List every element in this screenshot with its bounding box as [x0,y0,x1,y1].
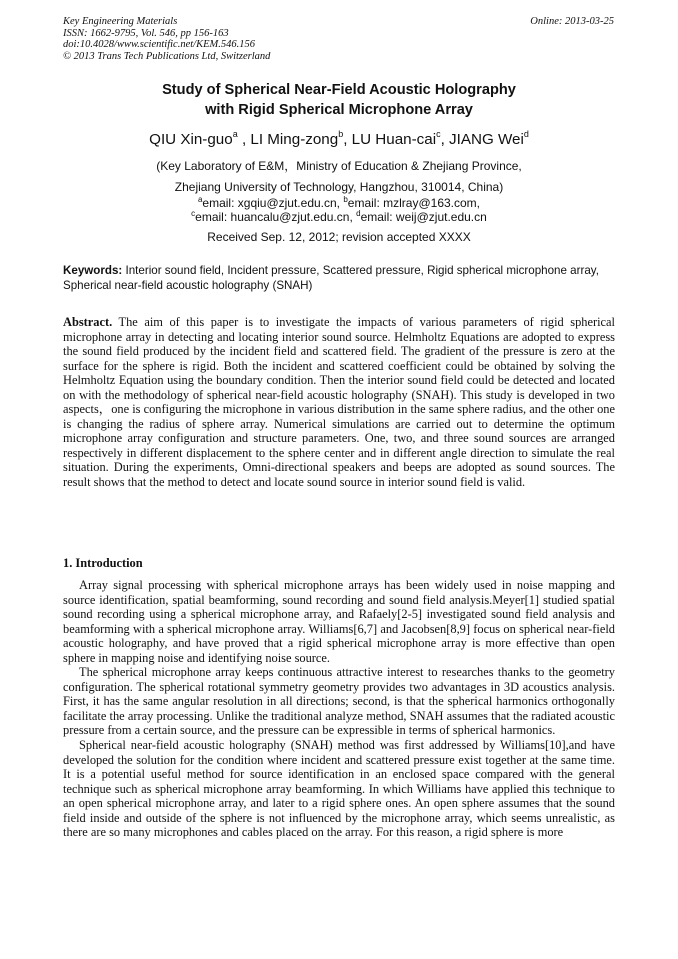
copyright-line: © 2013 Trans Tech Publications Ltd, Switzerland [63,50,271,62]
issn-line: ISSN: 1662-9795, Vol. 546, pp 156-163 [63,27,229,39]
author-affil-mark: c [436,129,441,139]
author-separator: , [343,131,352,149]
journal-header [63,16,270,62]
paragraph: The spherical microphone array keeps continuous attractive interest to researches thanks to the geometry configuration. The spherical rotational symmetry geometry provides two advantages in 3D acoustics analysis. First, it has the same angular resolution in all directions; second, is that the spherical harmonics orthogonally facilitate the array processing. Unlike the traditional analyze method, SNAH assumes that the radiated acoustic pressure from a certain source, and the pressure can be expressible in terms of spherical harmonics. [63,665,615,738]
email-mark: b [343,195,348,204]
email-c: email: huancalu@zjut.edu.cn, [195,210,357,224]
author-list [0,126,678,149]
title-line-1: Study of Spherical Near-Field Acoustic Holography [162,82,516,98]
online-date: Online: 2013-03-25 [530,16,614,27]
email-mark: a [197,195,203,204]
affiliation-line-2: Zhejiang University of Technology, Hangzhou, 310014, China) [174,180,504,194]
author-affil-mark: a [232,129,238,139]
author-name: JIANG Wei [449,131,524,149]
paper-title [0,80,678,120]
journal-name: Key Engineering Materials [63,16,178,27]
abstract-text: The aim of this paper is to investigate the impacts of various parameters of rigid spherical microphone array in detecting and locating interior sound source. Helmholtz Equations are adopted to express the sound field produced by the incident field and scattered field. The gradient of the pressure is zero at the surface for the sphere is rigid. Both the incident and scattered coefficient could be obtained by solving the Helmholtz Equation using the boundary condition. Then the interior sound field could be detected and located on with the methodology of spherical near-field acoustic holography (SNAH). This study is developed in two aspects，one is configuring the microphone in various distribution in the same sphere radius, and the other one is changing the radius of sphere array. Numerical simulations are carried out to determine the optimum microphone array configuration and structure parameters. One, two, and three sound sources are arranged respectively in different displacement to the sphere center and in different angle direction to simulate the real situation. During the experiments, Omni-directional speakers and beeps are adopted as sound sources. The result shows that the method to detect and locate sound source in interior sound field is valid. [63,315,615,490]
email-mark: c [191,209,196,218]
email-a: email: xgqiu@zjut.edu.cn, [202,196,344,210]
title-line-2: with Rigid Spherical Microphone Array [205,102,473,118]
doi-line: doi:10.4028/www.scientific.net/KEM.546.156 [63,39,255,51]
section-heading: 1. Introduction [63,556,143,570]
keywords-text: Interior sound field, Incident pressure, Scattered pressure, Rigid spherical microphone array, Spherical near-field acoustic holography (SNAH) [63,264,599,292]
keywords-label: Keywords: [63,264,123,277]
email-d: email: weij@zjut.edu.cn [360,210,487,224]
author-name: QIU Xin-guo [149,131,233,149]
email-mark: d [356,209,361,218]
email-b: email: mzlray@163.com, [347,196,481,210]
abstract-block [63,315,615,490]
affiliation-line-1: (Key Laboratory of E&M，Ministry of Education & Zhejiang Province, [156,159,522,173]
author-name: LI Ming-zong [250,131,339,149]
paragraph: Spherical near-field acoustic holography (SNAH) method was first addressed by Williams[10],and have developed the solution for the condition where incident and scattered pressure exist together at the same time. It is a potential useful method for source identification in an enclosed space compared with the general technique such as spherical microphone array beamforming. In which Williams have applied this technique to an open spherical microphone array, and later to a rigid sphere ones. An open sphere assumes that the sound field inside and outside of the sphere is not influenced by the microphone array, which seems unrealistic, as there are so many microphones and cables placed on the array. For this reason, a rigid sphere is more [63,738,615,840]
email-line-1 [0,195,678,210]
received-date: Received Sep. 12, 2012; revision accepted XXXX [207,230,471,244]
author-affil-mark: b [338,129,344,139]
email-line-2 [0,209,678,224]
author-name: LU Huan-cai [351,131,437,149]
introduction-body [63,578,615,840]
author-separator: , [237,131,251,149]
keywords-block [63,264,615,293]
paragraph: Array signal processing with spherical microphone arrays has been widely used in noise mapping and source identification, spatial beamforming, sound recording and sound field analysis.Meyer[1] studied spatial sound recording using a spherical microphone array, and Rafaely[2-5] investigated sound field analysis and beamforming with a spherical microphone array. Williams[6,7] and Jacobsen[8,9] focus on spherical near-field acoustic holography, and have proved that a rigid spherical microphone array is more effective than open sphere in mapping noise and identifying noise source. [63,578,615,665]
abstract-label: Abstract. [63,315,113,329]
author-affil-mark: d [523,129,529,139]
author-separator: , [440,131,450,149]
